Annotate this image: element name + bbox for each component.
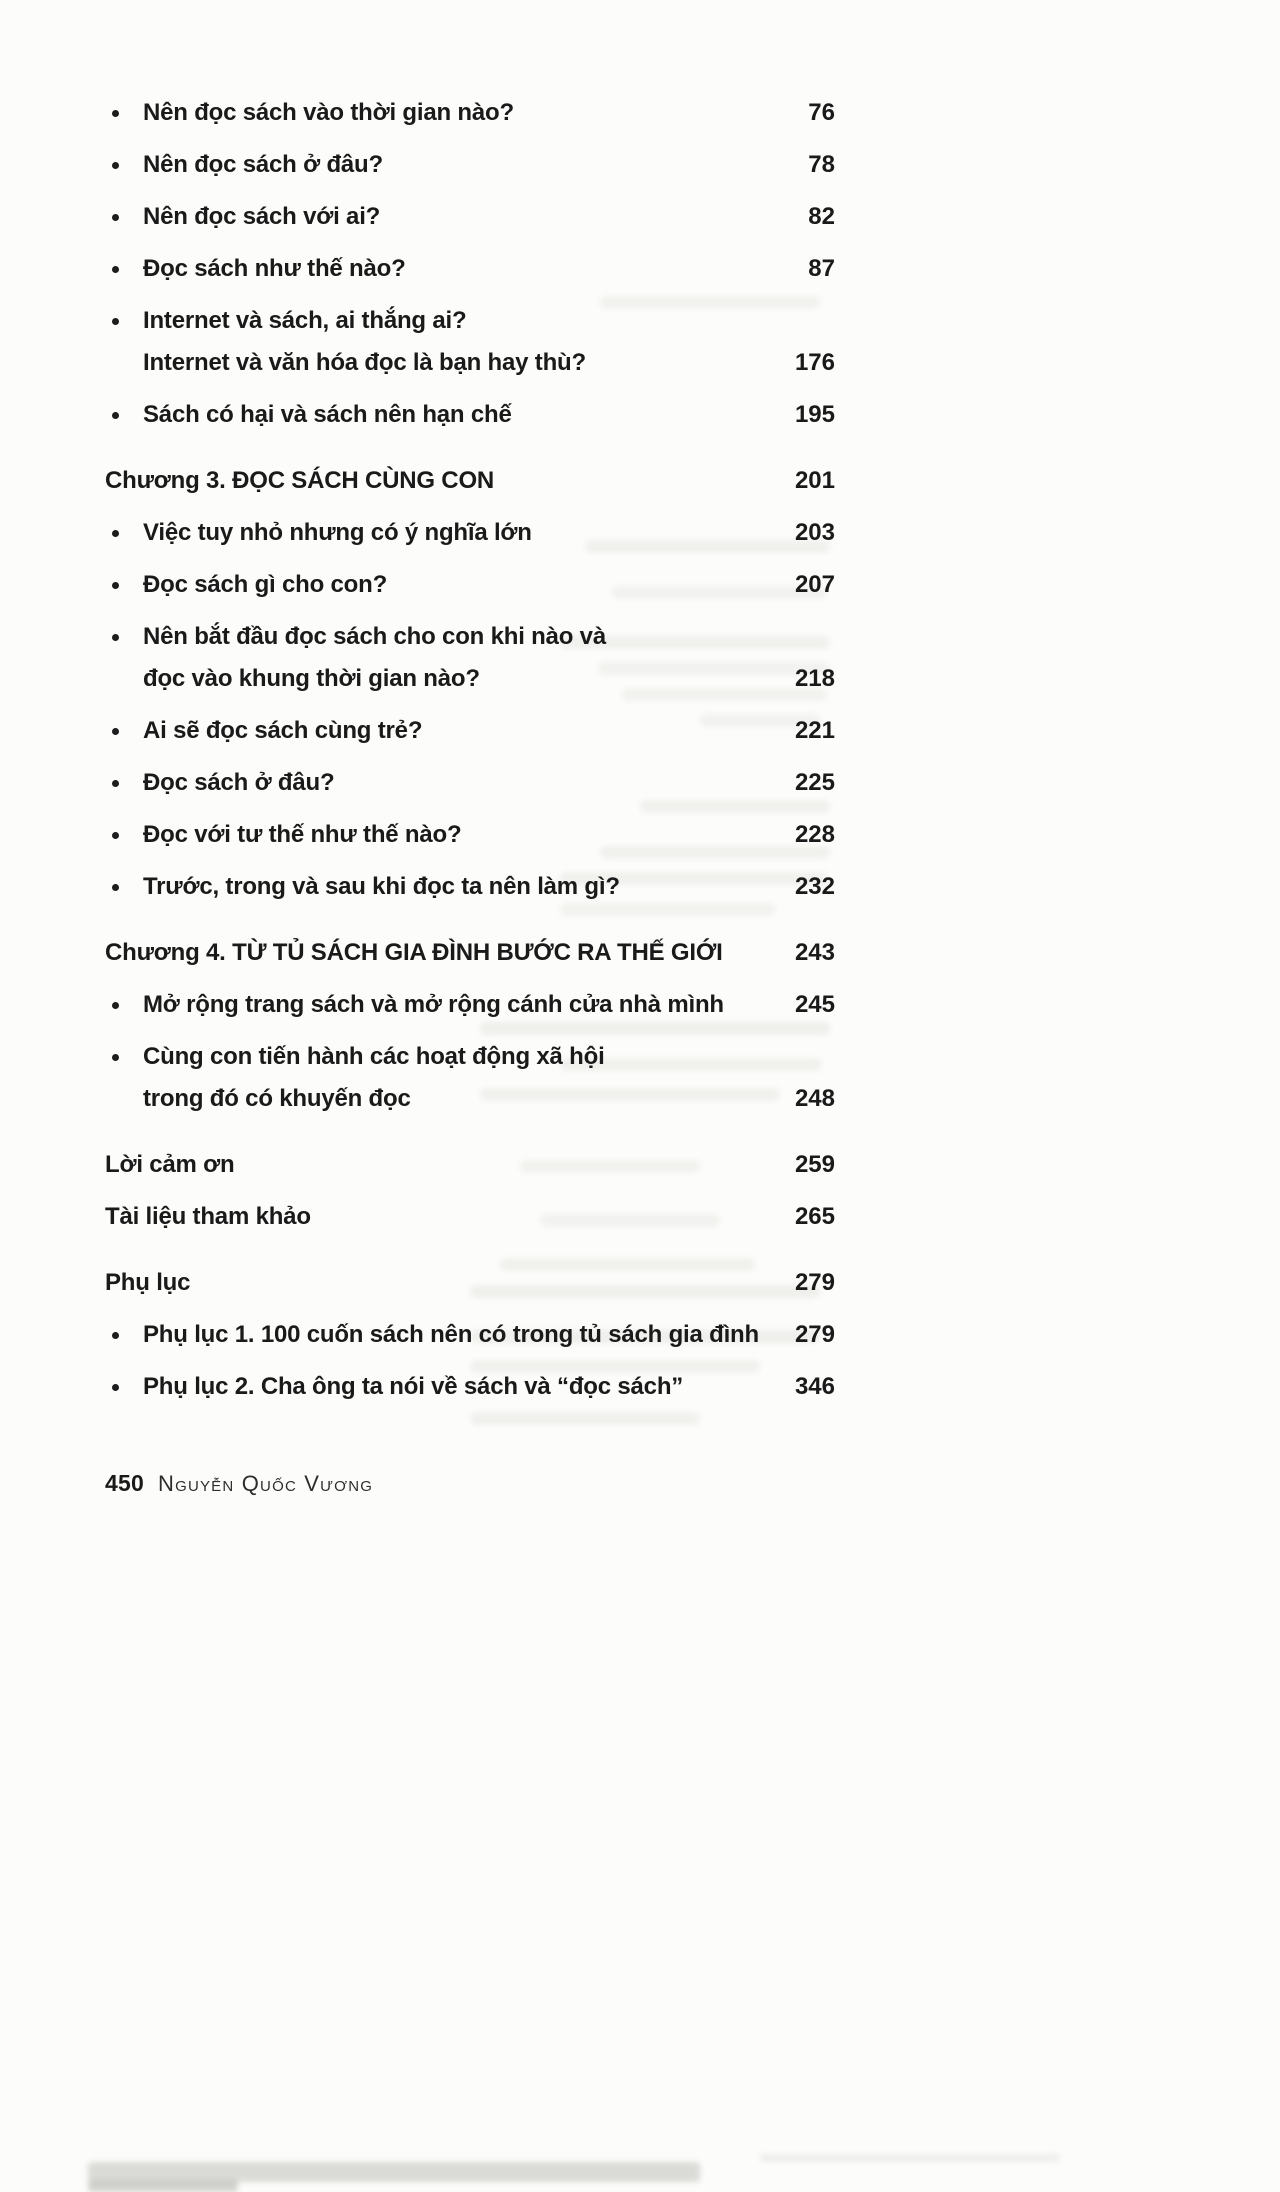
toc-page-number: 265 [794,1203,835,1230]
toc-entry-row [105,1196,835,1238]
toc-entry-title: Ai sẽ đọc sách cùng trẻ? [143,717,423,744]
toc-page-number: 225 [794,769,835,796]
bullet-icon [112,214,119,221]
toc-chapter-row [105,460,835,502]
bullet-icon [112,582,119,589]
bullet-icon [112,1384,119,1391]
bullet-icon [112,266,119,273]
toc-page-number: 221 [794,717,835,744]
toc-entry-row [105,1314,835,1356]
toc-entry-row [105,762,835,804]
toc-entry-title: Nên đọc sách với ai? [143,203,381,230]
toc-entry-title: Chương 4. TỪ TỦ SÁCH GIA ĐÌNH BƯỚC RA THẾ GIỚI [105,939,723,966]
toc-entry-title: Internet và sách, ai thắng ai? Internet và văn hóa đọc là bạn hay thù? [143,307,586,376]
bullet-icon [112,1002,119,1009]
toc-page-number: 207 [794,571,835,598]
toc-entry-title: Mở rộng trang sách và mở rộng cánh cửa nhà mình [143,991,724,1018]
toc-entry-row [105,1366,835,1408]
bullet-icon [112,1054,119,1061]
toc-page-number: 279 [794,1269,835,1296]
toc-entry-title: Đọc sách như thế nào? [143,255,406,282]
scan-edge-artifact [88,2180,238,2192]
toc-entry-title: Nên đọc sách ở đâu? [143,151,383,178]
toc-page-number: 259 [794,1151,835,1178]
toc-entry-title: Cùng con tiến hành các hoạt động xã hội trong đó có khuyến đọc [143,1043,605,1112]
scan-edge-artifact [88,2162,700,2182]
toc-page-number: 245 [794,991,835,1018]
toc-entry-row [105,984,835,1026]
toc-page-number: 232 [794,873,835,900]
toc-entry-row [105,144,835,186]
bullet-icon [112,728,119,735]
toc-chapter-row [105,932,835,974]
toc-entry-title: Nên bắt đầu đọc sách cho con khi nào và đọc vào khung thời gian nào? [143,623,606,692]
toc-page-number: 201 [794,467,835,494]
toc-entry-title: Phụ lục [105,1269,191,1296]
toc-entry-row [105,300,835,384]
bullet-icon [112,884,119,891]
bullet-icon [112,832,119,839]
toc-entry-row [105,394,835,436]
toc-entry-title: Phụ lục 2. Cha ông ta nói về sách và “đọc sách” [143,1373,684,1400]
toc-entry-title: Đọc với tư thế như thế nào? [143,821,462,848]
page-footer [105,1470,373,1497]
toc-page-number: 228 [794,821,835,848]
toc-entry-title: Việc tuy nhỏ nhưng có ý nghĩa lớn [143,519,532,546]
toc-entry-title: Chương 3. ĐỌC SÁCH CÙNG CON [105,467,495,494]
toc-entry-title: Tài liệu tham khảo [105,1203,311,1230]
toc-entry-row [105,1144,835,1186]
toc-entry-row [105,512,835,554]
toc-entry-row [105,1036,835,1120]
bullet-icon [112,412,119,419]
toc-entry-title: Phụ lục 1. 100 cuốn sách nên có trong tủ sách gia đình [143,1321,759,1348]
toc-list [105,92,835,1408]
toc-entry-row [105,710,835,752]
footer-author-name: Nguyễn Quốc Vương [157,1471,374,1496]
scan-edge-artifact [760,2154,1060,2162]
toc-entry-row [105,248,835,290]
toc-page-number: 243 [794,939,835,966]
footer-page-number: 450 [105,1470,144,1496]
bullet-icon [112,530,119,537]
bullet-icon [112,780,119,787]
bullet-icon [112,318,119,325]
toc-page-number: 87 [808,255,835,282]
table-of-contents [105,92,835,1418]
toc-page-number: 76 [808,99,835,126]
bullet-icon [112,162,119,169]
toc-entry-row [105,564,835,606]
toc-entry-row [105,1262,835,1304]
toc-entry-title: Nên đọc sách vào thời gian nào? [143,99,514,126]
toc-page-number: 346 [794,1373,835,1400]
toc-entry-title: Trước, trong và sau khi đọc ta nên làm gì? [143,873,620,900]
toc-page-number: 248 [794,1085,835,1112]
bullet-icon [112,110,119,117]
toc-page-number: 218 [794,665,835,692]
toc-entry-row [105,92,835,134]
toc-page-number: 195 [794,401,835,428]
toc-entry-title: Đọc sách ở đâu? [143,769,335,796]
toc-entry-row [105,616,835,700]
toc-entry-title: Sách có hại và sách nên hạn chế [143,401,512,428]
toc-entry-row [105,814,835,856]
toc-entry-row [105,196,835,238]
bullet-icon [112,1332,119,1339]
toc-page-number: 176 [794,349,835,376]
toc-entry-title: Đọc sách gì cho con? [143,571,388,598]
toc-entry-title: Lời cảm ơn [105,1151,235,1178]
bullet-icon [112,634,119,641]
toc-page-number: 279 [794,1321,835,1348]
toc-entry-row [105,866,835,908]
toc-page-number: 82 [808,203,835,230]
toc-page-number: 203 [794,519,835,546]
toc-page-number: 78 [808,151,835,178]
